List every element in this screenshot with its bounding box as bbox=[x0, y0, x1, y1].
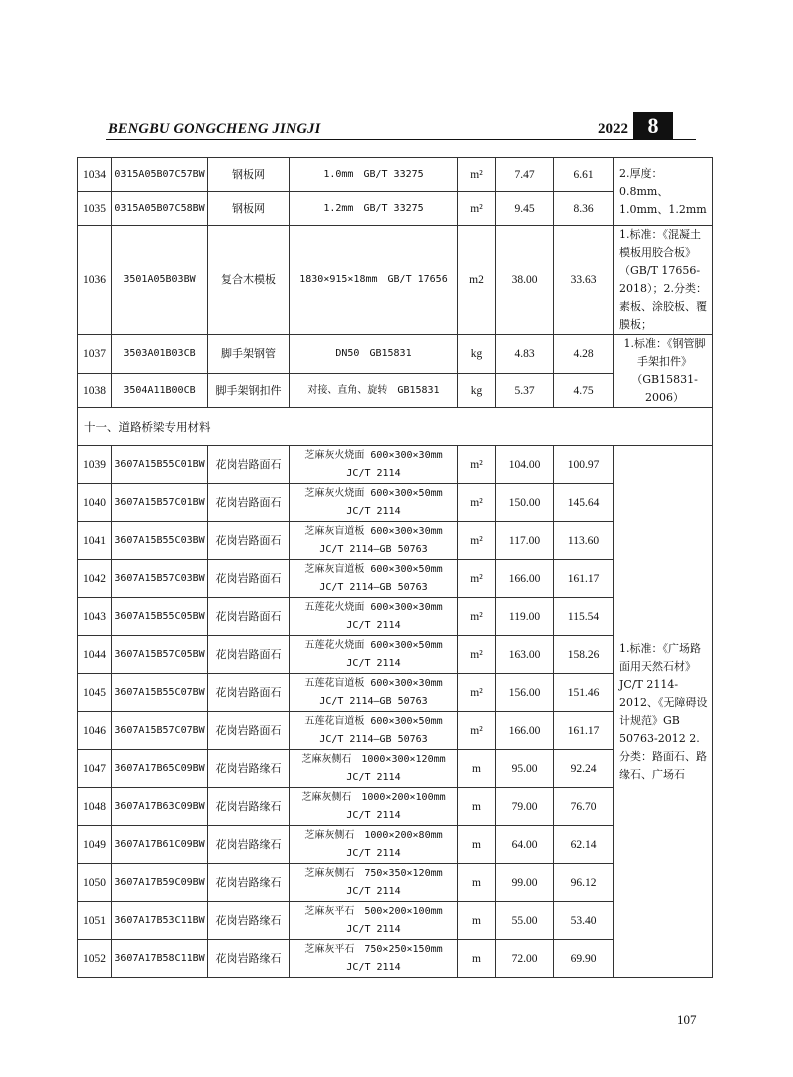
journal-name: BENGBU GONGCHENG JINGJI bbox=[108, 121, 321, 137]
row-price-notax: 151.46 bbox=[554, 674, 614, 712]
row-price-notax: 4.28 bbox=[554, 335, 614, 374]
row-price-notax: 8.36 bbox=[554, 192, 614, 226]
row-id: 1044 bbox=[78, 636, 112, 674]
row-price-tax: 95.00 bbox=[496, 750, 554, 788]
row-name: 花岗岩路面石 bbox=[208, 446, 290, 484]
row-name: 花岗岩路面石 bbox=[208, 674, 290, 712]
row-spec: DN50 GB15831 bbox=[290, 335, 458, 374]
row-price-tax: 4.83 bbox=[496, 335, 554, 374]
row-unit: m bbox=[458, 750, 496, 788]
row-price-notax: 158.26 bbox=[554, 636, 614, 674]
row-spec: 芝麻灰盲道板 600×300×30mm JC/T 2114—GB 50763 bbox=[290, 522, 458, 560]
row-price-notax: 69.90 bbox=[554, 940, 614, 978]
row-code: 3607A17B53C11BW bbox=[112, 902, 208, 940]
row-price-tax: 119.00 bbox=[496, 598, 554, 636]
row-spec: 1.0mm GB/T 33275 bbox=[290, 158, 458, 192]
page-number: 107 bbox=[677, 1012, 697, 1027]
table-row bbox=[78, 446, 713, 484]
row-price-tax: 166.00 bbox=[496, 712, 554, 750]
row-id: 1046 bbox=[78, 712, 112, 750]
row-spec: 芝麻灰平石 500×200×100mm JC/T 2114 bbox=[290, 902, 458, 940]
row-id: 1048 bbox=[78, 788, 112, 826]
row-price-notax: 62.14 bbox=[554, 826, 614, 864]
row-price-tax: 150.00 bbox=[496, 484, 554, 522]
row-spec: 芝麻灰盲道板 600×300×50mm JC/T 2114—GB 50763 bbox=[290, 560, 458, 598]
row-price-notax: 145.64 bbox=[554, 484, 614, 522]
row-id: 1035 bbox=[78, 192, 112, 226]
row-unit: m² bbox=[458, 522, 496, 560]
row-code: 3503A01B03CB bbox=[112, 335, 208, 374]
row-spec: 1830×915×18mm GB/T 17656 bbox=[290, 226, 458, 335]
row-name: 花岗岩路缘石 bbox=[208, 750, 290, 788]
row-price-notax: 76.70 bbox=[554, 788, 614, 826]
row-name: 钢板网 bbox=[208, 192, 290, 226]
row-code: 3607A17B63C09BW bbox=[112, 788, 208, 826]
row-price-tax: 156.00 bbox=[496, 674, 554, 712]
row-name: 脚手架钢扣件 bbox=[208, 374, 290, 408]
row-spec: 芝麻灰火烧面 600×300×30mm JC/T 2114 bbox=[290, 446, 458, 484]
row-spec: 芝麻灰平石 750×250×150mm JC/T 2114 bbox=[290, 940, 458, 978]
row-name: 花岗岩路缘石 bbox=[208, 864, 290, 902]
section-row bbox=[78, 408, 713, 446]
row-code: 3607A15B55C03BW bbox=[112, 522, 208, 560]
issue-year: 2022 bbox=[598, 121, 628, 137]
row-spec: 芝麻灰侧石 750×350×120mm JC/T 2114 bbox=[290, 864, 458, 902]
row-price-notax: 33.63 bbox=[554, 226, 614, 335]
row-id: 1042 bbox=[78, 560, 112, 598]
row-unit: m² bbox=[458, 560, 496, 598]
row-code: 0315A05B07C58BW bbox=[112, 192, 208, 226]
row-code: 3607A15B57C01BW bbox=[112, 484, 208, 522]
row-id: 1047 bbox=[78, 750, 112, 788]
row-code: 3607A15B55C05BW bbox=[112, 598, 208, 636]
row-price-tax: 166.00 bbox=[496, 560, 554, 598]
table-row bbox=[78, 226, 713, 335]
row-id: 1036 bbox=[78, 226, 112, 335]
row-code: 3607A15B57C07BW bbox=[112, 712, 208, 750]
row-spec: 芝麻灰侧石 1000×200×80mm JC/T 2114 bbox=[290, 826, 458, 864]
row-name: 花岗岩路面石 bbox=[208, 522, 290, 560]
row-price-tax: 9.45 bbox=[496, 192, 554, 226]
row-price-notax: 6.61 bbox=[554, 158, 614, 192]
row-name: 花岗岩路面石 bbox=[208, 712, 290, 750]
row-code: 3607A15B57C03BW bbox=[112, 560, 208, 598]
row-id: 1052 bbox=[78, 940, 112, 978]
row-code: 3501A05B03BW bbox=[112, 226, 208, 335]
row-note: 1.标准：《混凝土模板用胶合板》（GB/T 17656-2018）；2.分类：素板、涂胶板、覆膜板； bbox=[614, 226, 713, 335]
row-spec: 芝麻灰侧石 1000×300×120mm JC/T 2114 bbox=[290, 750, 458, 788]
row-price-notax: 4.75 bbox=[554, 374, 614, 408]
price-table bbox=[77, 157, 713, 978]
row-name: 复合木模板 bbox=[208, 226, 290, 335]
row-name: 花岗岩路面石 bbox=[208, 560, 290, 598]
row-price-notax: 100.97 bbox=[554, 446, 614, 484]
row-unit: m bbox=[458, 902, 496, 940]
row-unit: kg bbox=[458, 374, 496, 408]
row-id: 1037 bbox=[78, 335, 112, 374]
row-unit: m² bbox=[458, 598, 496, 636]
row-spec: 芝麻灰火烧面 600×300×50mm JC/T 2114 bbox=[290, 484, 458, 522]
row-spec: 对接、直角、旋转 GB15831 bbox=[290, 374, 458, 408]
row-code: 3607A17B58C11BW bbox=[112, 940, 208, 978]
row-price-tax: 7.47 bbox=[496, 158, 554, 192]
row-unit: m bbox=[458, 864, 496, 902]
row-id: 1050 bbox=[78, 864, 112, 902]
row-note: 2.厚度：0.8mm、1.0mm、1.2mm bbox=[614, 158, 713, 226]
row-name: 花岗岩路面石 bbox=[208, 636, 290, 674]
row-price-notax: 96.12 bbox=[554, 864, 614, 902]
table-row bbox=[78, 158, 713, 192]
row-name: 花岗岩路缘石 bbox=[208, 788, 290, 826]
row-price-tax: 38.00 bbox=[496, 226, 554, 335]
row-name: 花岗岩路缘石 bbox=[208, 826, 290, 864]
row-id: 1043 bbox=[78, 598, 112, 636]
row-name: 花岗岩路面石 bbox=[208, 598, 290, 636]
row-price-tax: 79.00 bbox=[496, 788, 554, 826]
row-id: 1051 bbox=[78, 902, 112, 940]
row-id: 1049 bbox=[78, 826, 112, 864]
row-code: 3607A17B65C09BW bbox=[112, 750, 208, 788]
row-id: 1045 bbox=[78, 674, 112, 712]
row-note: 1.标准：《广场路面用天然石材》JC/T 2114-2012、《无障碍设计规范》GB 50763-2012 2.分类：路面石、路缘石、广场石 bbox=[614, 446, 713, 978]
row-unit: m bbox=[458, 788, 496, 826]
row-name: 花岗岩路缘石 bbox=[208, 940, 290, 978]
row-code: 3607A15B55C07BW bbox=[112, 674, 208, 712]
row-price-tax: 72.00 bbox=[496, 940, 554, 978]
row-price-tax: 64.00 bbox=[496, 826, 554, 864]
row-id: 1041 bbox=[78, 522, 112, 560]
row-id: 1038 bbox=[78, 374, 112, 408]
row-id: 1040 bbox=[78, 484, 112, 522]
page-header bbox=[78, 112, 694, 140]
row-unit: m² bbox=[458, 484, 496, 522]
header-rule bbox=[106, 139, 696, 140]
row-unit: m² bbox=[458, 158, 496, 192]
row-unit: kg bbox=[458, 335, 496, 374]
table-row bbox=[78, 335, 713, 374]
row-unit: m2 bbox=[458, 226, 496, 335]
row-spec: 五莲花火烧面 600×300×50mm JC/T 2114 bbox=[290, 636, 458, 674]
row-code: 3607A15B57C05BW bbox=[112, 636, 208, 674]
row-id: 1034 bbox=[78, 158, 112, 192]
row-spec: 1.2mm GB/T 33275 bbox=[290, 192, 458, 226]
row-code: 3607A17B59C09BW bbox=[112, 864, 208, 902]
row-unit: m² bbox=[458, 674, 496, 712]
section-title: 十一、道路桥梁专用材料 bbox=[78, 408, 713, 446]
row-price-tax: 99.00 bbox=[496, 864, 554, 902]
row-name: 花岗岩路面石 bbox=[208, 484, 290, 522]
row-unit: m bbox=[458, 940, 496, 978]
row-note: 1.标准：《钢管脚手架扣件》（GB15831-2006） bbox=[614, 335, 713, 408]
row-unit: m² bbox=[458, 446, 496, 484]
row-id: 1039 bbox=[78, 446, 112, 484]
row-price-notax: 53.40 bbox=[554, 902, 614, 940]
row-price-notax: 115.54 bbox=[554, 598, 614, 636]
row-code: 3607A15B55C01BW bbox=[112, 446, 208, 484]
row-unit: m² bbox=[458, 712, 496, 750]
row-price-tax: 163.00 bbox=[496, 636, 554, 674]
row-price-notax: 161.17 bbox=[554, 712, 614, 750]
row-spec: 五莲花盲道板 600×300×50mm JC/T 2114—GB 50763 bbox=[290, 712, 458, 750]
row-unit: m bbox=[458, 826, 496, 864]
row-price-tax: 117.00 bbox=[496, 522, 554, 560]
row-price-tax: 55.00 bbox=[496, 902, 554, 940]
row-name: 花岗岩路缘石 bbox=[208, 902, 290, 940]
row-price-notax: 92.24 bbox=[554, 750, 614, 788]
row-code: 3504A11B00CB bbox=[112, 374, 208, 408]
row-unit: m² bbox=[458, 192, 496, 226]
row-price-notax: 161.17 bbox=[554, 560, 614, 598]
issue-number-badge: 8 bbox=[633, 112, 673, 139]
row-spec: 五莲花盲道板 600×300×30mm JC/T 2114—GB 50763 bbox=[290, 674, 458, 712]
row-code: 3607A17B61C09BW bbox=[112, 826, 208, 864]
row-spec: 芝麻灰侧石 1000×200×100mm JC/T 2114 bbox=[290, 788, 458, 826]
row-name: 钢板网 bbox=[208, 158, 290, 192]
row-code: 0315A05B07C57BW bbox=[112, 158, 208, 192]
row-name: 脚手架钢管 bbox=[208, 335, 290, 374]
row-price-tax: 5.37 bbox=[496, 374, 554, 408]
row-price-tax: 104.00 bbox=[496, 446, 554, 484]
row-spec: 五莲花火烧面 600×300×30mm JC/T 2114 bbox=[290, 598, 458, 636]
row-unit: m² bbox=[458, 636, 496, 674]
row-price-notax: 113.60 bbox=[554, 522, 614, 560]
